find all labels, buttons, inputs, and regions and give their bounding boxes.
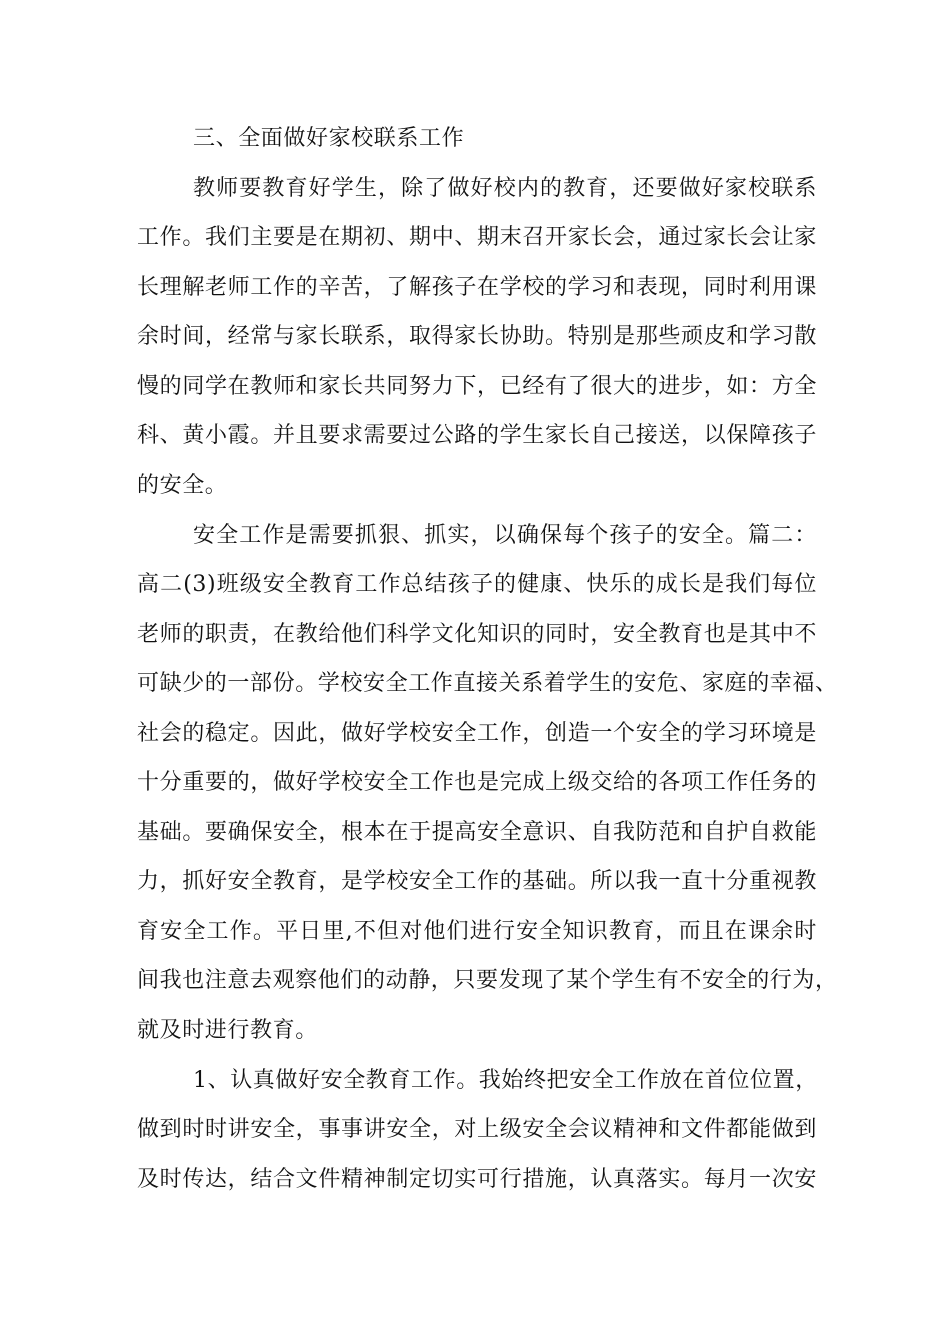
paragraph-line: 教师要教育好学生，除了做好校内的教育，还要做好家校联系 [193, 176, 817, 201]
paragraph-line: 社会的稳定。因此，做好学校安全工作，创造一个安全的学习环境是 [137, 721, 817, 746]
paragraph-line: 做到时时讲安全，事事讲安全，对上级安全会议精神和文件都能做到 [137, 1117, 817, 1142]
paragraph-line: 1、认真做好安全教育工作。我始终把安全工作放在首位位置， [193, 1068, 818, 1093]
paragraph-line: 的安全。 [137, 473, 228, 498]
paragraph-line: 长理解老师工作的辛苦，了解孩子在学校的学习和表现，同时利用课 [137, 275, 817, 300]
paragraph-line: 老师的职责，在教给他们科学文化知识的同时，安全教育也是其中不 [137, 622, 817, 647]
paragraph-line: 高二(3)班级安全教育工作总结孩子的健康、快乐的成长是我们每位 [137, 572, 817, 597]
paragraph-line: 安全工作是需要抓狠、抓实，以确保每个孩子的安全。篇二： [193, 523, 817, 548]
paragraph-line: 育安全工作。平日里,不但对他们进行安全知识教育，而且在课余时 [137, 919, 817, 944]
paragraph-line: 慢的同学在教师和家长共同努力下，已经有了很大的进步，如：方全 [137, 374, 817, 399]
paragraph-line: 可缺少的一部份。学校安全工作直接关系着学生的安危、家庭的幸福、 [137, 671, 838, 696]
paragraph-line: 工作。我们主要是在期初、期中、期末召开家长会，通过家长会让家 [137, 225, 817, 250]
paragraph-line: 科、黄小霞。并且要求需要过公路的学生家长自己接送，以保障孩子 [137, 423, 817, 448]
paragraph-line: 及时传达，结合文件精神制定切实可行措施，认真落实。每月一次安 [137, 1167, 817, 1192]
section-heading: 三、全面做好家校联系工作 [193, 126, 465, 151]
paragraph-line: 力，抓好安全教育，是学校安全工作的基础。所以我一直十分重视教 [137, 869, 817, 894]
paragraph-line: 间我也注意去观察他们的动静，只要发现了某个学生有不安全的行为， [137, 968, 838, 993]
paragraph-line: 基础。要确保安全，根本在于提高安全意识、自我防范和自护自救能 [137, 820, 817, 845]
paragraph-line: 十分重要的，做好学校安全工作也是完成上级交给的各项工作任务的 [137, 770, 817, 795]
paragraph-line: 余时间，经常与家长联系，取得家长协助。特别是那些顽皮和学习散 [137, 324, 817, 349]
paragraph-line: 就及时进行教育。 [137, 1018, 318, 1043]
